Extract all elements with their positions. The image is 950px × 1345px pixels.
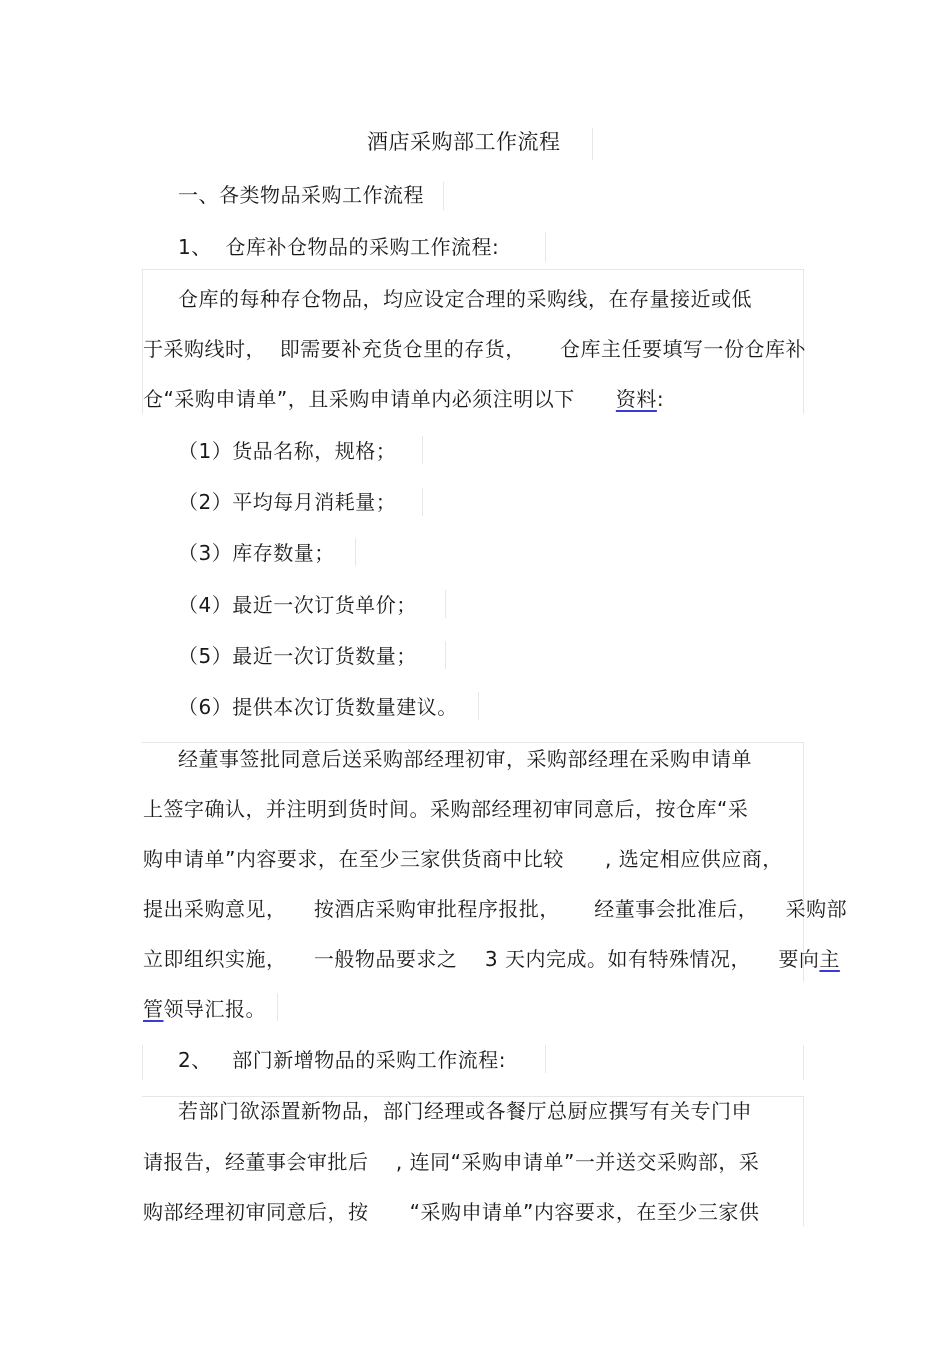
list-item: （1）货品名称，规格； — [178, 439, 397, 463]
paragraph-line: 经董事签批同意后送采购部经理初审，采购部经理在采购申请单 — [178, 747, 752, 771]
table-rule — [478, 692, 479, 720]
subsection-heading: 1、 仓库补仓物品的采购工作流程: — [178, 235, 500, 259]
paragraph-line: 上签字确认，并注明到货时间。采购部经理初审同意后，按仓库“采 — [143, 797, 749, 821]
paragraph-text: 仓“采购申请单”，且采购申请单内必须注明以下 — [143, 387, 616, 411]
paragraph-line — [143, 945, 840, 973]
subsection-heading: 2、 部门新增物品的采购工作流程: — [178, 1048, 507, 1072]
list-item: （3）库存数量； — [178, 541, 335, 565]
list-item: （6）提供本次订货数量建议。 — [178, 695, 458, 719]
paragraph-line: 若部门欲添置新物品，部门经理或各餐厅总厨应撰写有关专门申 — [178, 1099, 752, 1123]
table-rule — [803, 1045, 804, 1080]
paragraph-line: 购申请单”内容要求，在至少三家供货商中比较 , 选定相应供应商， — [143, 847, 783, 871]
paragraph-line: 请报告，经董事会审批后 , 连同“采购申请单”一并送交采购部，采 — [143, 1150, 760, 1174]
paragraph-line: 购部经理初审同意后，按 “采购申请单”内容要求，在至少三家供 — [143, 1200, 760, 1224]
table-rule — [445, 641, 446, 669]
table-rule — [142, 269, 804, 270]
table-rule — [445, 590, 446, 618]
list-item: （5）最近一次订货数量； — [178, 644, 417, 668]
list-item: （2）平均每月消耗量； — [178, 490, 397, 514]
section-heading: 一、各类物品采购工作流程 — [178, 183, 424, 207]
table-rule — [443, 182, 444, 210]
table-rule — [803, 1096, 804, 1226]
inline-link[interactable]: 资料 — [615, 387, 657, 411]
table-rule — [355, 538, 356, 566]
table-rule — [545, 1045, 546, 1073]
paragraph-line: 于采购线时， 即需要补充货仓里的存货， 仓库主任要填写一份仓库补 — [143, 337, 807, 361]
paragraph-text: 立即组织实施， 一般物品要求之 3 天内完成。如有特殊情况， 要向 — [143, 947, 820, 971]
table-rule — [592, 128, 593, 160]
paragraph-line — [143, 995, 266, 1023]
table-rule — [142, 742, 804, 743]
paragraph-text: 领导汇报。 — [163, 997, 266, 1021]
inline-link[interactable]: 主 — [819, 947, 840, 971]
paragraph-text: : — [656, 387, 665, 411]
table-rule — [277, 993, 278, 1021]
table-rule — [545, 232, 546, 262]
paragraph-line: 提出采购意见， 按酒店采购审批程序报批， 经董事会批准后， 采购部 — [143, 897, 848, 921]
paragraph-line — [143, 385, 664, 413]
document-title: 酒店采购部工作流程 — [367, 130, 561, 154]
inline-link[interactable]: 管 — [143, 997, 164, 1021]
list-item: （4）最近一次订货单价； — [178, 593, 417, 617]
table-rule — [422, 436, 423, 464]
paragraph-line: 仓库的每种存仓物品，均应设定合理的采购线，在存量接近或低 — [178, 287, 752, 311]
table-rule — [422, 488, 423, 516]
table-rule — [142, 1045, 143, 1080]
